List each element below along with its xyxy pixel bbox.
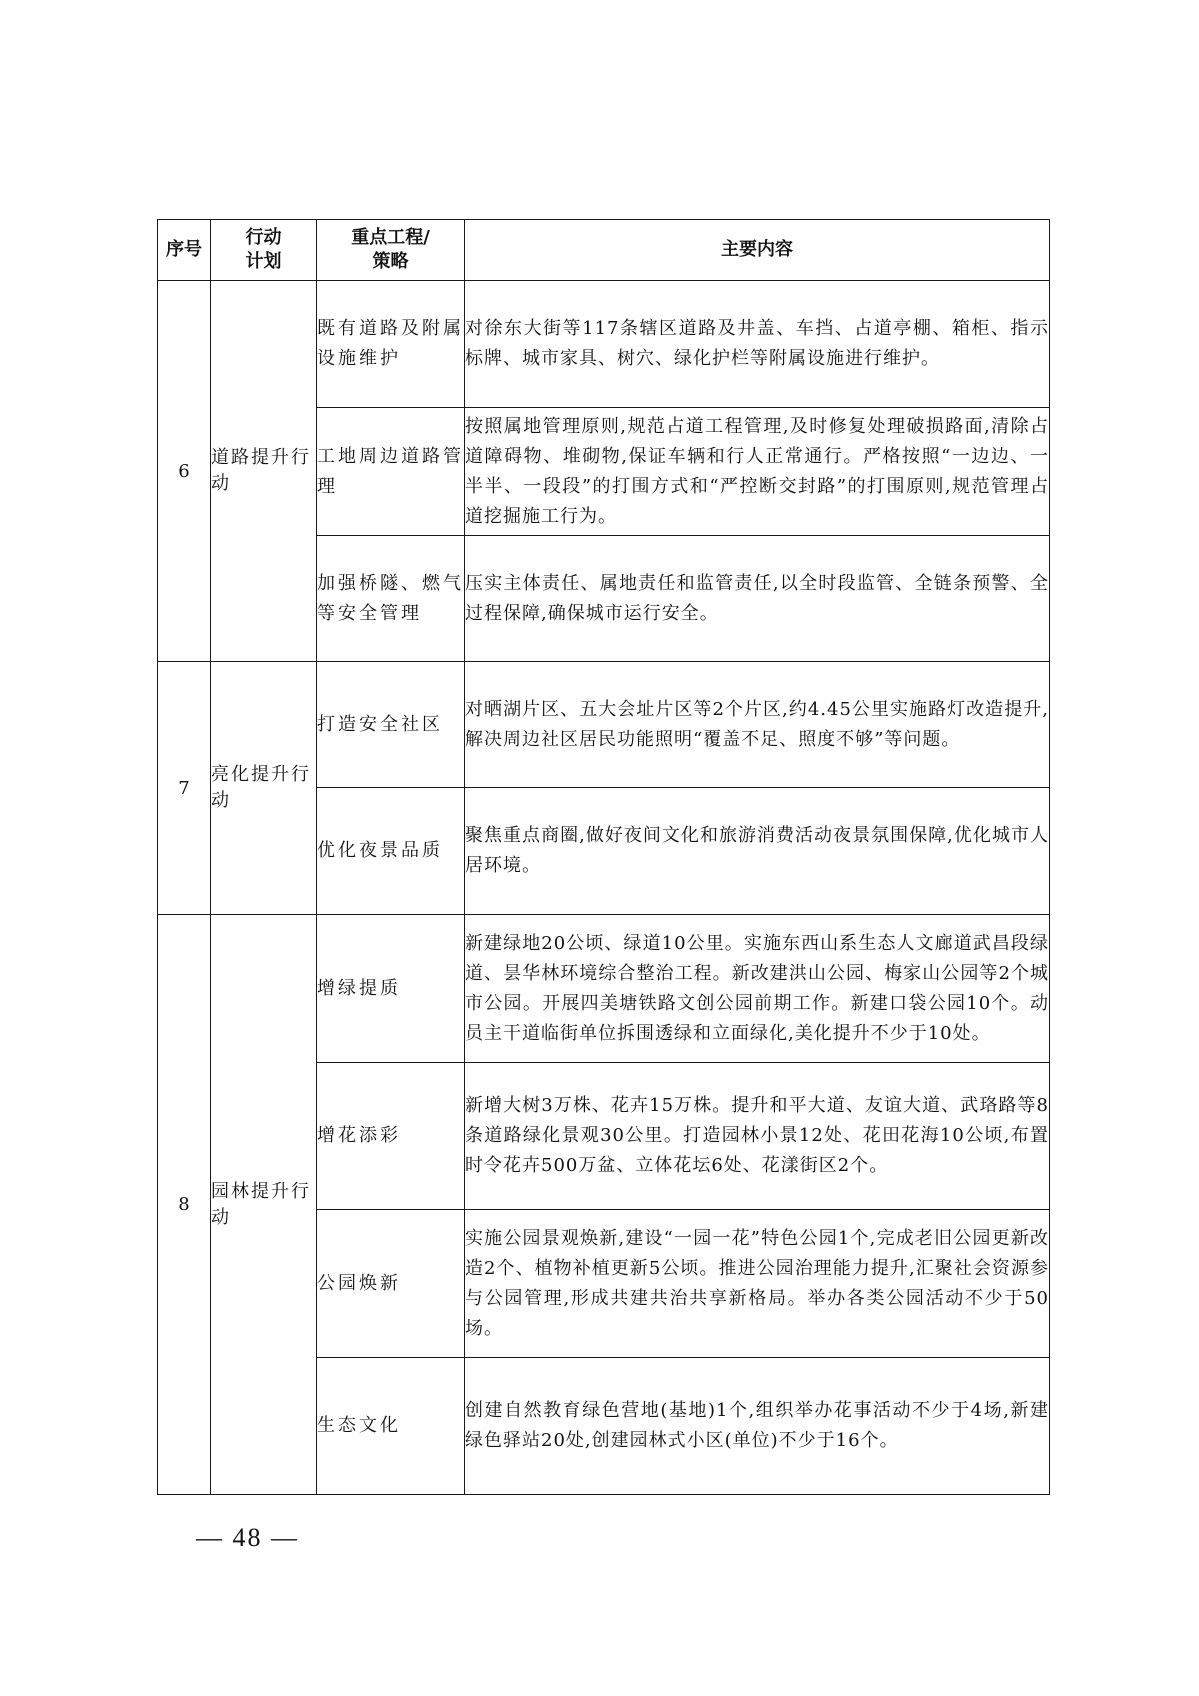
content-cell: 按照属地管理原则,规范占道工程管理,及时修复处理破损路面,清除占道障碍物、堆砌物,保证车辆和行人正常通行。严格按照“一边边、一半半、一段段”的打围方式和“严控断交封路”的打围原则,规范管理占道挖掘施工行为。 <box>465 408 1050 536</box>
project-cell: 打造安全社区 <box>317 662 465 788</box>
project-cell: 增花添彩 <box>317 1063 465 1210</box>
plan-cell: 亮化提升行动 <box>211 662 317 915</box>
content-cell: 对晒湖片区、五大会址片区等2个片区,约4.45公里实施路灯改造提升,解决周边社区居民功能照明“覆盖不足、照度不够”等问题。 <box>465 662 1050 788</box>
header-seq: 序号 <box>158 220 211 281</box>
seq-cell: 8 <box>158 915 211 1495</box>
table-row <box>158 662 1050 788</box>
seq-cell: 6 <box>158 281 211 662</box>
project-cell: 加强桥隧、燃气等安全管理 <box>317 536 465 662</box>
content-cell: 新建绿地20公顷、绿道10公里。实施东西山系生态人文廊道武昌段绿道、昙华林环境综合整治工程。新改建洪山公园、梅家山公园等2个城市公园。开展四美塘铁路文创公园前期工作。新建口袋公园10个。动员主干道临街单位拆围透绿和立面绿化,美化提升不少于10处。 <box>465 915 1050 1063</box>
project-cell: 优化夜景品质 <box>317 788 465 915</box>
header-project <box>317 220 465 281</box>
project-cell: 工地周边道路管理 <box>317 408 465 536</box>
content-cell: 聚焦重点商圈,做好夜间文化和旅游消费活动夜景氛围保障,优化城市人居环境。 <box>465 788 1050 915</box>
plan-cell: 道路提升行动 <box>211 281 317 662</box>
project-cell: 生态文化 <box>317 1358 465 1495</box>
content-cell: 新增大树3万株、花卉15万株。提升和平大道、友谊大道、武珞路等8条道路绿化景观30公里。打造园林小景12处、花田花海10公顷,布置时令花卉500万盆、立体花坛6处、花漾街区2个。 <box>465 1063 1050 1210</box>
project-cell: 公园焕新 <box>317 1210 465 1358</box>
header-plan <box>211 220 317 281</box>
table-row <box>158 281 1050 408</box>
content-cell: 创建自然教育绿色营地(基地)1个,组织举办花事活动不少于4场,新建绿色驿站20处,创建园林式小区(单位)不少于16个。 <box>465 1358 1050 1495</box>
header-content: 主要内容 <box>465 220 1050 281</box>
action-plan-table <box>157 219 1050 1495</box>
table-row <box>158 915 1050 1063</box>
content-cell: 对徐东大街等117条辖区道路及井盖、车挡、占道亭棚、箱柜、指示标牌、城市家具、树穴、绿化护栏等附属设施进行维护。 <box>465 281 1050 408</box>
header-plan-label: 行动计划 <box>245 227 282 272</box>
header-project-label: 重点工程/策略 <box>351 227 430 272</box>
plan-cell: 园林提升行动 <box>211 915 317 1495</box>
table-header-row <box>158 220 1050 281</box>
content-cell: 压实主体责任、属地责任和监管责任,以全时段监管、全链条预警、全过程保障,确保城市运行安全。 <box>465 536 1050 662</box>
seq-cell: 7 <box>158 662 211 915</box>
page-number: — 48 — <box>196 1523 299 1552</box>
project-cell: 既有道路及附属设施维护 <box>317 281 465 408</box>
content-cell: 实施公园景观焕新,建设“一园一花”特色公园1个,完成老旧公园更新改造2个、植物补植更新5公顷。推进公园治理能力提升,汇聚社会资源参与公园管理,形成共建共治共享新格局。举办各类公园活动不少于50场。 <box>465 1210 1050 1358</box>
project-cell: 增绿提质 <box>317 915 465 1063</box>
